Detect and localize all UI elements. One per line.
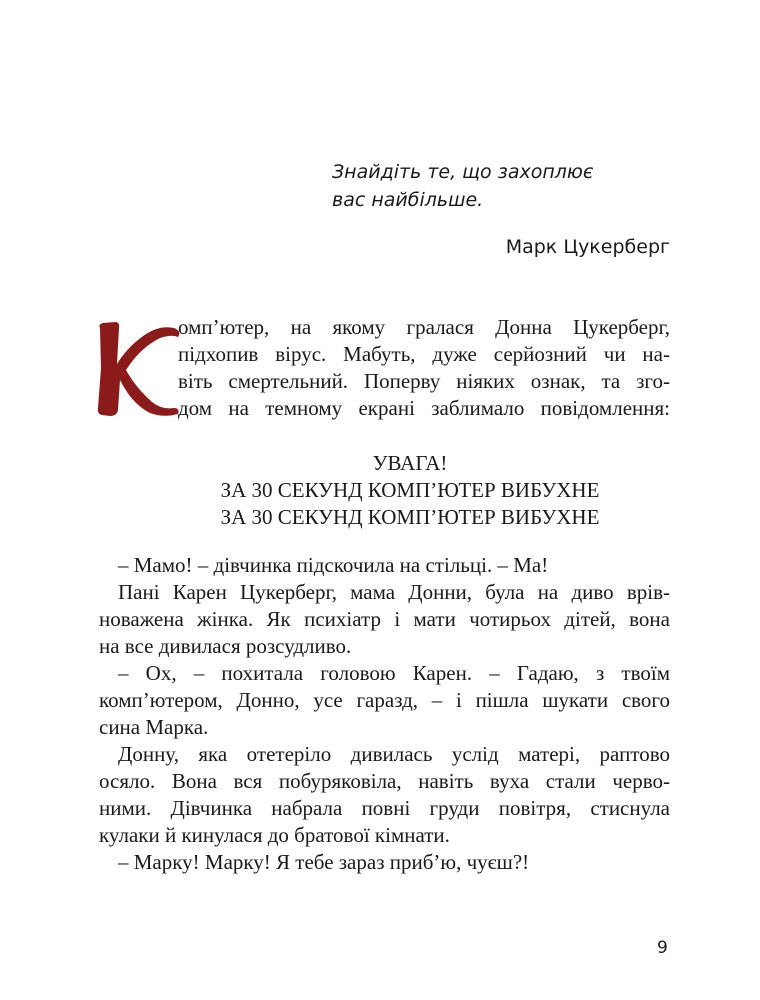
body-line: сина Марка.: [99, 715, 209, 739]
intro-paragraph: [178, 314, 670, 422]
body-line: осяло. Вона вся побуряковіла, навіть вуха стали черво-: [99, 769, 670, 793]
story-body: [99, 552, 670, 876]
dropcap-letter: [94, 318, 184, 423]
body-line: Пані Карен Цукерберг, мама Донни, була на диво врів-: [118, 580, 670, 604]
body-line: кулаки й кинулася до братової кімнати.: [99, 823, 450, 847]
warning-line: ЗА 30 СЕКУНД КОМП’ЮТЕР ВИБУХНЕ: [220, 505, 600, 529]
epigraph-quote: [332, 158, 672, 214]
intro-line: підхопив вірус. Мабуть, дуже серйозний чи на-: [178, 342, 670, 366]
intro-line: дом на темному екрані заблимало повідомлення:: [178, 396, 670, 420]
epigraph-line: Знайдіть те, що захоплює: [332, 161, 594, 183]
epigraph-author: Марк Цукерберг: [505, 236, 670, 258]
body-line: – Мамо! – дівчинка підскочила на стільці. – Ма!: [118, 553, 549, 577]
warning-line: УВАГА!: [372, 451, 448, 475]
warning-message: [90, 450, 730, 531]
dropcap-k-glyph: [94, 318, 184, 418]
body-line: – Ох, – похитала головою Карен. – Гадаю, з твоїм: [118, 661, 670, 685]
warning-line: ЗА 30 СЕКУНД КОМП’ЮТЕР ВИБУХНЕ: [220, 478, 600, 502]
intro-line: омп’ютер, на якому гралася Донна Цукерберг,: [178, 315, 670, 339]
body-line: – Марку! Марку! Я тебе зараз приб’ю, чуєш?!: [118, 850, 530, 874]
epigraph-line: вас найбільше.: [332, 189, 484, 211]
body-line: Донну, яка отетеріло дивилась услід матері, раптово: [118, 742, 670, 766]
body-line: комп’ютером, Донно, усе гаразд, – і пішла шукати свого: [99, 688, 670, 712]
body-line: на все дивилася розсудливо.: [99, 634, 352, 658]
body-line: новажена жінка. Як психіатр і мати чотирьох дітей, вона: [99, 607, 670, 631]
body-line: ними. Дівчинка набрала повні груди повітря, стиснула: [99, 796, 670, 820]
page-number: 9: [657, 938, 668, 958]
intro-line: віть смертельний. Поперву ніяких ознак, та зго-: [178, 369, 670, 393]
